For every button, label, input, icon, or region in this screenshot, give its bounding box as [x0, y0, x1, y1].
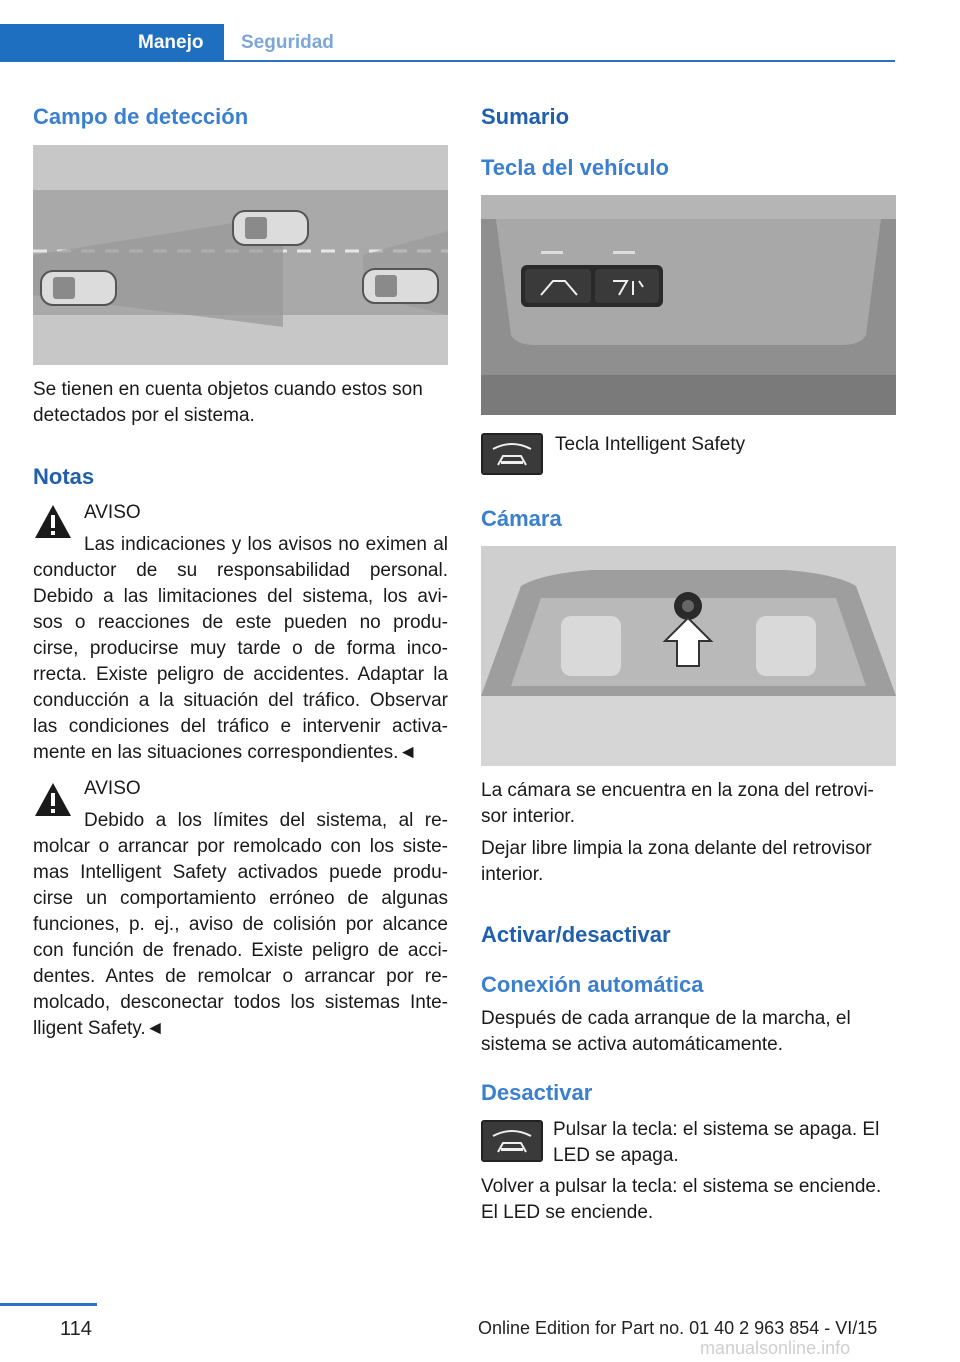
section-tabs [0, 24, 895, 62]
key-label: Tecla Intelligent Safety [555, 434, 746, 455]
intelligent-safety-key-icon [481, 1120, 543, 1162]
intelligent-safety-key-icon [481, 433, 543, 475]
detection-field-illustration [33, 145, 448, 365]
detection-caption: Se tienen en cuenta objetos cuando estos son detectados por el sistema. [33, 379, 423, 426]
warning2-title: AVISO [84, 778, 141, 799]
heading-detection-field: Campo de detección [33, 104, 249, 129]
vehicle-key-photo [481, 195, 896, 415]
heading-automatic-connection: Conexión automática [481, 972, 704, 997]
warning1-body: Las indicaciones y los avisos no eximen al conductor de su responsabilidad personal. Debido a las limitaciones del sistema, los avi- sos o reacciones de este pueden no produ- cirse, producirse muy tarde o de forma inco- rrecta. Existe peligro de accidentes. Adaptar la conducción a la situación del tráfico. Observar las condiciones del tráfico e intervenir activa- mente en las situaciones correspondientes.◄ [33, 534, 448, 763]
deactivate-text: Pulsar la tecla: el sistema se apaga. El LED se apaga. [553, 1119, 880, 1166]
footer-rule [0, 1303, 97, 1306]
warning2-body: Debido a los límites del sistema, al re- molcar o arrancar por remolcado con los siste- mas Intelligent Safety activados puede produ- cirse un comportamiento erróneo de algunas funciones, p. ej., aviso de colisión por alcance con función de frenado. Existe peligro de acci- dentes. Antes de remolcar o arrancar por re- molcado, desconectar todos los sistemas Inte- lligent Safety.◄ [33, 810, 448, 1039]
online-edition-note: Online Edition for Part no. 01 40 2 963 854 - VI/15 [478, 1318, 878, 1338]
camera-photo [481, 546, 896, 766]
auto-text: Después de cada arranque de la marcha, el sistema se activa automáticamente. [481, 1008, 851, 1055]
heading-summary: Sumario [481, 104, 570, 129]
warning1-title: AVISO [84, 502, 141, 523]
heading-notes: Notas [33, 464, 95, 489]
heading-deactivate: Desactivar [481, 1080, 593, 1105]
watermark: manualsonline.info [700, 1338, 851, 1358]
heading-camera: Cámara [481, 506, 562, 531]
camera-text-1: La cámara se encuentra en la zona del retrovi- sor interior. [481, 780, 874, 827]
heading-activate-deactivate: Activar/desactivar [481, 922, 671, 947]
heading-vehicle-key: Tecla del vehículo [481, 155, 669, 180]
camera-text-2: Dejar libre limpia la zona delante del retrovisor interior. [481, 838, 872, 885]
tab-manejo[interactable]: Manejo [0, 24, 224, 61]
tab-seguridad[interactable]: Seguridad [241, 32, 334, 53]
page-number: 114 [60, 1318, 92, 1340]
reactivate-text: Volver a pulsar la tecla: el sistema se enciende. El LED se enciende. [481, 1176, 882, 1223]
